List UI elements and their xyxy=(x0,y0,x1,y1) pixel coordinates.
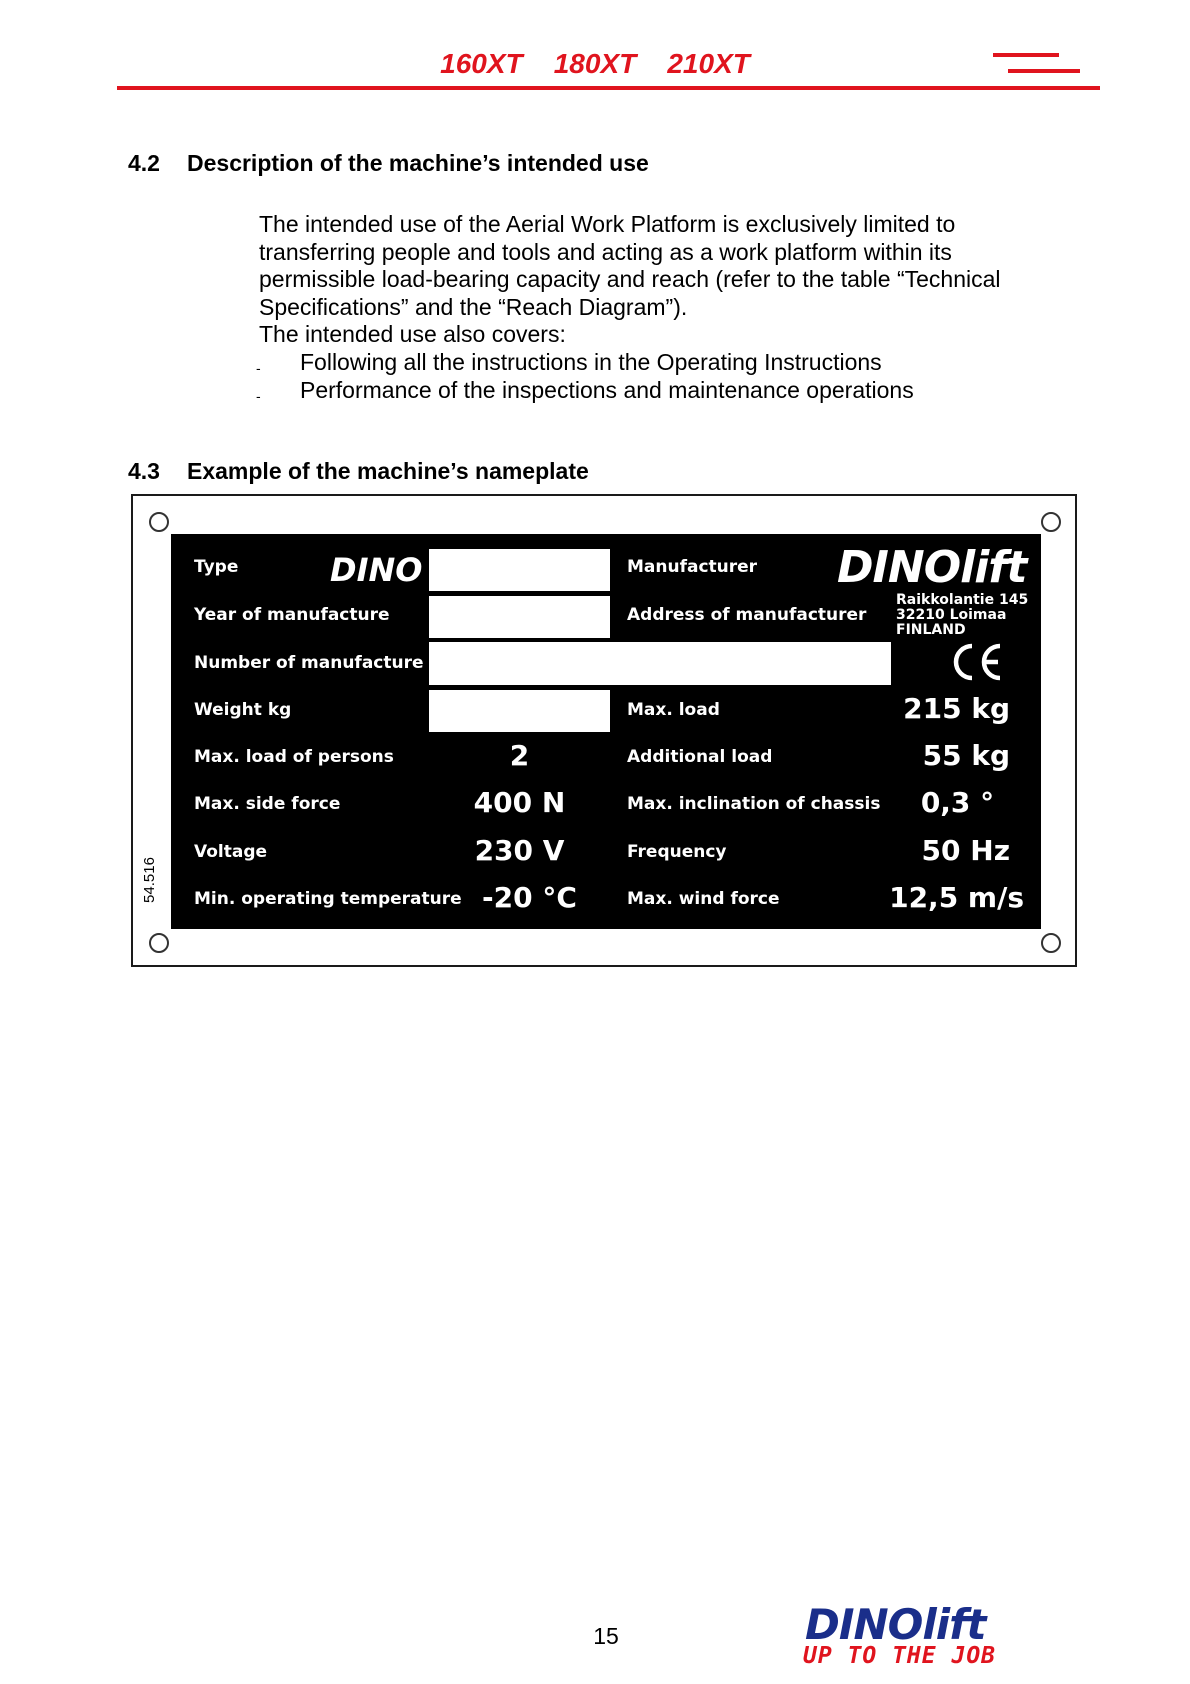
paragraph-line: Specifications” and the “Reach Diagram”). xyxy=(259,293,688,320)
section-4-2-number: 4.2 xyxy=(128,150,160,176)
footer-slogan: UP TO THE JOB xyxy=(803,1643,997,1669)
weight-entry-box xyxy=(429,690,610,732)
additional-load-label: Additional load xyxy=(627,747,773,767)
footer-logo: DINOlift xyxy=(805,1600,986,1649)
nameplate-code: 54.516 xyxy=(141,857,158,903)
voltage-value: 230 V xyxy=(474,834,565,867)
header-mark-top xyxy=(993,53,1059,57)
manufacturer-logo: DINOlift xyxy=(837,542,1027,593)
header-model-names: 160XT 180XT 210XT xyxy=(440,48,750,79)
voltage-label: Voltage xyxy=(194,842,268,862)
number-label: Number of manufacture xyxy=(194,653,424,673)
type-entry-box xyxy=(429,549,610,591)
inclination-value: 0,3 ° xyxy=(920,786,995,819)
header-rule xyxy=(117,86,1100,90)
additional-load-value: 55 kg xyxy=(922,739,1010,772)
frequency-label: Frequency xyxy=(627,842,727,862)
address-label: Address of manufacturer xyxy=(627,605,867,625)
type-value: DINO xyxy=(330,551,423,589)
persons-value: 2 xyxy=(509,739,530,772)
mounting-hole xyxy=(149,933,169,953)
inclination-label: Max. inclination of chassis xyxy=(627,794,881,814)
manufacturer-label: Manufacturer xyxy=(627,557,758,577)
max-load-label: Max. load xyxy=(627,700,720,720)
bullet-item: Performance of the inspections and maintenance operations xyxy=(300,377,914,403)
mounting-hole xyxy=(1041,933,1061,953)
side-force-label: Max. side force xyxy=(194,794,341,814)
year-label: Year of manufacture xyxy=(194,605,390,625)
ce-mark-icon xyxy=(948,640,1004,684)
address-line: FINLAND xyxy=(896,622,966,638)
frequency-value: 50 Hz xyxy=(921,834,1010,867)
max-load-value: 215 kg xyxy=(903,692,1010,725)
min-temp-label: Min. operating temperature xyxy=(194,889,462,909)
bullet-marker: - xyxy=(256,388,261,404)
persons-label: Max. load of persons xyxy=(194,747,394,767)
intended-use-paragraph xyxy=(259,211,1079,349)
wind-label: Max. wind force xyxy=(627,889,780,909)
weight-label: Weight kg xyxy=(194,700,292,720)
section-4-2-title: Description of the machine’s intended use xyxy=(187,150,649,176)
bullet-marker: - xyxy=(256,360,261,376)
address-line: Raikkolantie 145 xyxy=(896,592,1029,608)
section-4-3-number: 4.3 xyxy=(128,458,160,484)
paragraph-line: permissible load-bearing capacity and reach (refer to the table “Technical xyxy=(259,266,1001,292)
wind-value: 12,5 m/s xyxy=(889,881,1024,914)
type-label: Type xyxy=(194,557,239,577)
address-line: 32210 Loimaa xyxy=(896,607,1007,623)
bullet-item: Following all the instructions in the Operating Instructions xyxy=(300,349,882,375)
page-number: 15 xyxy=(593,1623,619,1649)
paragraph-line: transferring people and tools and acting as a work platform within its xyxy=(259,238,952,265)
paragraph-line: The intended use of the Aerial Work Platform is exclusively limited to xyxy=(259,211,956,237)
side-force-value: 400 N xyxy=(473,786,566,819)
mounting-hole xyxy=(149,512,169,532)
year-entry-box xyxy=(429,596,610,638)
paragraph-line: The intended use also covers: xyxy=(259,321,566,347)
header-mark-bottom xyxy=(1008,69,1080,73)
section-4-3-title: Example of the machine’s nameplate xyxy=(187,458,589,484)
number-entry-box xyxy=(429,642,891,685)
min-temp-value: -20 °C xyxy=(482,881,577,914)
mounting-hole xyxy=(1041,512,1061,532)
